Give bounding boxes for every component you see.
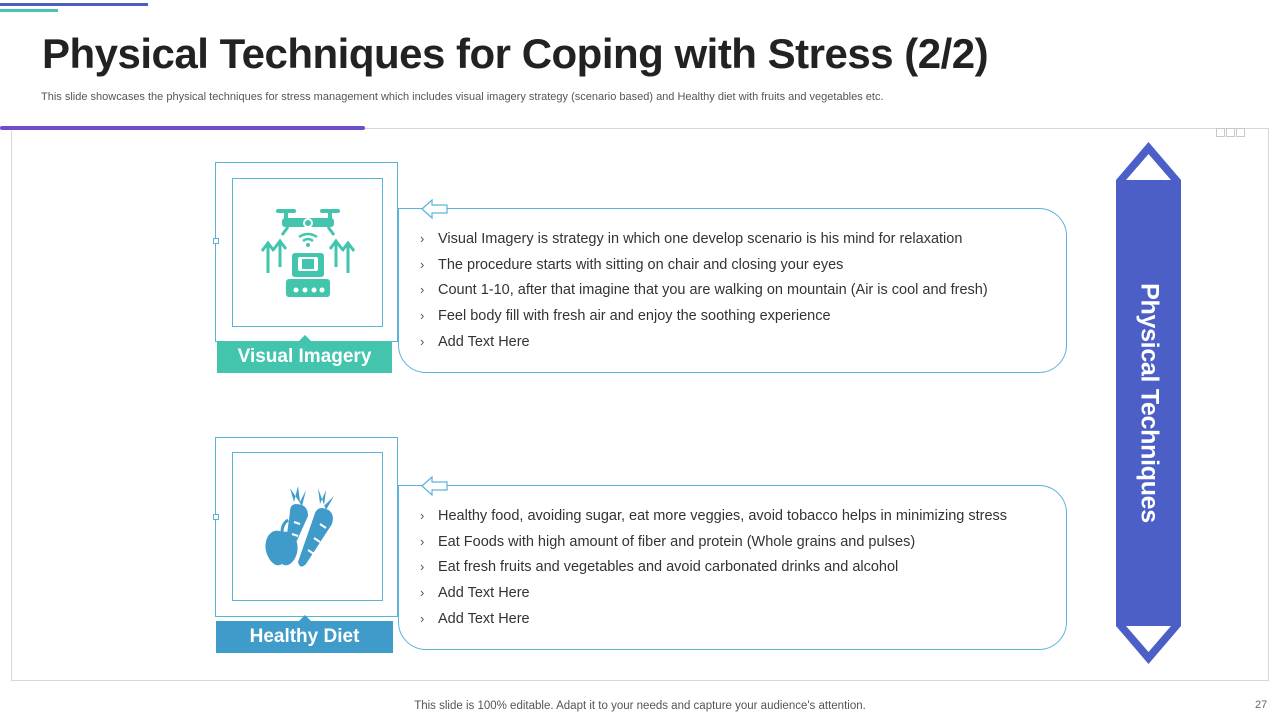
top-accent-bar [0,3,148,6]
slide-footer: This slide is 100% editable. Adapt it to your needs and capture your audience's attention. [414,700,866,712]
slide-title: Physical Techniques for Coping with Stress (2/2) [42,30,989,77]
banner-arrow-down-icon [1114,622,1183,666]
chevron-right-icon: › [420,533,425,549]
apple-carrot-icon [260,482,356,572]
list-item: › Healthy food, avoiding sugar, eat more veggies, avoid tobacco helps in minimizing stress [420,503,1007,529]
title-underline-bar [0,126,365,130]
arrow-left-icon [420,198,450,220]
list-item: › Add Text Here [420,580,1007,606]
chevron-right-icon: › [420,610,425,626]
chevron-right-icon: › [420,256,425,272]
drone-icon [258,205,358,301]
frame-dots [1216,124,1246,142]
frame-connector-square [213,514,219,520]
slide-subtitle: This slide showcases the physical techniques for stress management which includes visual imagery strategy (scenario based) and Healthy diet with fruits and vegetables etc. [41,91,884,103]
chevron-right-icon: › [420,585,425,601]
list-item: › Feel body fill with fresh air and enjoy the soothing experience [420,303,988,329]
chevron-right-icon: › [420,559,425,575]
banner-label: Physical Techniques [1135,283,1163,523]
list-item: › The procedure starts with sitting on chair and closing your eyes [420,252,988,278]
healthy-diet-bullet-list [420,503,1007,631]
list-item: › Count 1-10, after that imagine that you are walking on mountain (Air is cool and fresh) [420,277,988,303]
visual-imagery-label [217,341,392,373]
list-item: › Add Text Here [420,329,988,355]
chevron-right-icon: › [420,231,425,246]
physical-techniques-banner [1116,180,1181,626]
page-number: 27 [1255,699,1268,711]
chevron-right-icon: › [420,333,425,349]
technique-label-text: Healthy Diet [249,626,360,647]
list-item: › Eat Foods with high amount of fiber and protein (Whole grains and pulses) [420,529,1007,555]
chevron-right-icon: › [420,508,425,523]
visual-imagery-icon-box [232,178,383,327]
healthy-diet-icon-box [232,452,383,601]
list-item: › Visual Imagery is strategy in which one develop scenario is his mind for relaxation [420,226,988,252]
list-item: › Eat fresh fruits and vegetables and avoid carbonated drinks and alcohol [420,554,1007,580]
list-item: › Add Text Here [420,606,1007,632]
arrow-left-icon [420,475,450,497]
technique-label-text: Visual Imagery [237,346,372,367]
top-accent-bar-short [0,9,58,12]
chevron-right-icon: › [420,282,425,298]
healthy-diet-label [216,621,393,653]
banner-arrow-up-icon [1114,140,1183,184]
frame-connector-square [213,238,219,244]
visual-imagery-bullet-list [420,226,988,354]
chevron-right-icon: › [420,308,425,324]
